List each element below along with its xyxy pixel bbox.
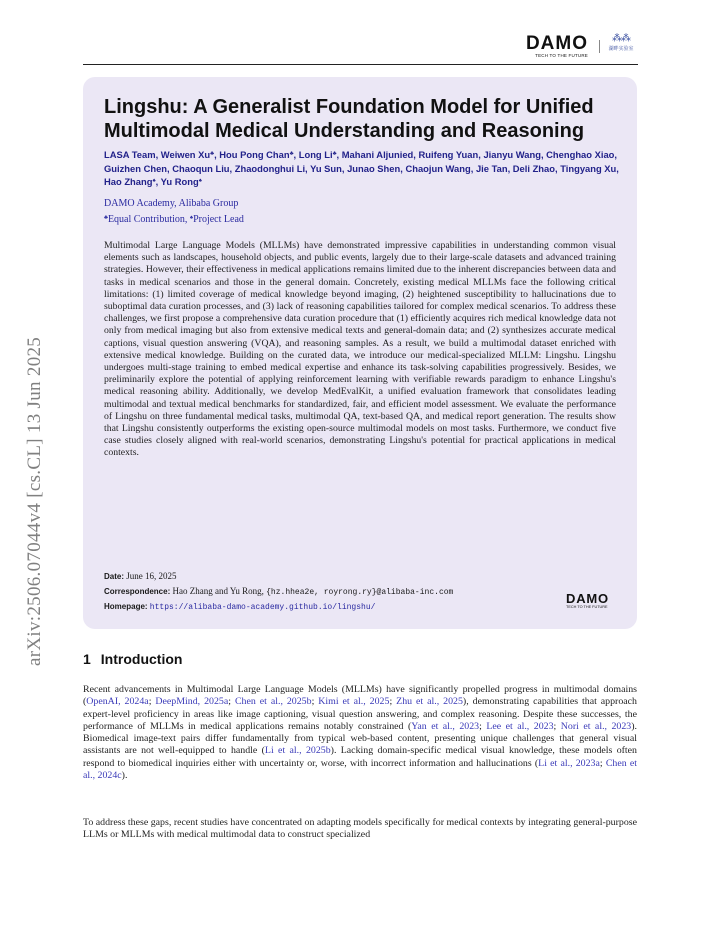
paragraph-text: ; bbox=[599, 757, 606, 769]
homepage-link[interactable]: https://alibaba-damo-academy.github.io/lingshu/ bbox=[149, 603, 376, 612]
citation-link[interactable]: Kimi et al., 2025 bbox=[318, 696, 390, 708]
citation-link[interactable]: OpenAI, 2024a bbox=[86, 696, 149, 708]
paper-title: Lingshu: A Generalist Foundation Model for Unified Multimodal Medical Understanding and Reasoning bbox=[104, 96, 594, 142]
author-name: LASA Team bbox=[104, 149, 156, 160]
author-name: Yu Sun bbox=[310, 162, 342, 174]
citation-link[interactable]: Lee et al., 2023 bbox=[486, 720, 554, 732]
citation-link[interactable]: DeepMind, 2025a bbox=[155, 696, 229, 708]
paragraph-text: ). bbox=[121, 770, 128, 782]
author-name: Jianyu Wang bbox=[483, 149, 541, 160]
paragraph-text: ; bbox=[228, 696, 235, 708]
author-name: Deli Zhao bbox=[512, 162, 555, 174]
author-name: Junao Shen bbox=[347, 162, 401, 174]
lab-logo-text: 湖畔实验室 bbox=[608, 46, 634, 52]
citation-link[interactable]: Nori et al., 2023 bbox=[560, 720, 632, 732]
paragraph-text: ; bbox=[311, 696, 319, 708]
correspondence-line bbox=[104, 584, 453, 600]
author-name: Hao Zhang bbox=[104, 176, 153, 187]
author-mark: ♣ bbox=[289, 151, 294, 157]
date-value: June 16, 2025 bbox=[126, 571, 177, 581]
lab-logo-icon: ⁂⁂ bbox=[612, 33, 630, 44]
abstract-text: Multimodal Large Language Models (MLLMs) have demonstrated impressive capabilities in understanding common visual elements such as landscapes, household objects, and public events, largely due to their large-scale datasets and advanced training strategies. However, their effectiveness in medical applications remains limited due to the inherent discrepancies between data and tasks in medical scenarios and those in the general domain. Concretely, existing medical MLLMs face the following critical limitations: (1) limited coverage of medical knowledge beyond imaging, (2) heightened susceptibility to hallucinations due to suboptimal data curation processes, and (3) lack of reasoning capabilities tailored for complex medical scenarios. To address these challenges, we first propose a comprehensive data curation procedure that (1) efficiently acquires rich medical knowledge data not only from medical imaging but also from extensive medical texts and general-domain data; and (2) synthesizes accurate medical captions, visual question answering (VQA), and reasoning samples. As a result, we build a multimodal dataset enriched with extensive medical knowledge. Building on the curated data, we introduce our medical-specialized MLLM: Lingshu. Lingshu undergoes multi-stage training to embed medical expertise and enhance its task-solving capabilities progressively. Besides, we preliminarily explore the potential of applying reinforcement learning with verifiable rewards paradigm to enhance Lingshu's medical reasoning ability. Additionally, we develop MedEvalKit, a unified evaluation framework that consolidates leading multimodal and textual medical benchmarks for standardized, fair, and efficient model assessment. We evaluate the performance of Lingshu on three fundamental medical tasks, multimodal QA, text-based QA, and medical report generation. The results show that Lingshu consistently outperforms the existing open-source multimodal models on most tasks. Furthermore, we conduct five case studies closely aligned with real-world scenarios, demonstrating Lingshu's potential for practical applications in medical contexts. bbox=[104, 240, 616, 459]
paper-metadata bbox=[104, 569, 453, 615]
author-list: LASA Team, Weiwen Xu♣, Hou Pong Chan♣, Long Li♣, Mahani Aljunied, Ruifeng Yuan, Jianyu Wang, Chenghao Xiao, Guizhen Chen, Chaoqun Liu, Zhaodonghui Li, Yu Sun, Junao Shen, Chaojun Wang, Jie Tan, Deli Zhao, Tingyang Xu, Hao Zhang♠, Yu Rong♠ bbox=[104, 149, 619, 187]
contribution-legend: ♣Equal Contribution, ♠Project Lead bbox=[104, 214, 244, 225]
affiliation-block bbox=[104, 197, 244, 227]
author-mark: ♠ bbox=[198, 178, 202, 184]
correspondence-label: Correspondence: bbox=[104, 587, 171, 596]
author-name: Mahani Aljunied bbox=[341, 149, 414, 160]
paragraph-text: ; bbox=[148, 696, 156, 708]
logo-divider bbox=[599, 40, 600, 53]
author-name: Guizhen Chen bbox=[104, 162, 168, 174]
author-mark: ♣ bbox=[210, 151, 215, 157]
intro-paragraph-2: To address these gaps, recent studies have concentrated on adapting models specifically for medical contexts by integrating general-purpose LLMs or MLLMs with medical multimodal data to construct specialized bbox=[83, 817, 637, 841]
equal-mark: ♣ bbox=[104, 215, 108, 221]
damo-logo bbox=[526, 34, 588, 58]
date-line bbox=[104, 569, 453, 584]
homepage-line bbox=[104, 600, 453, 615]
project-lead-label: Project Lead bbox=[193, 214, 244, 225]
citation-link[interactable]: Yan et al., 2023 bbox=[411, 720, 480, 732]
author-name: Chaoqun Liu bbox=[172, 162, 230, 174]
citation-link[interactable]: Li et al., 2025b bbox=[264, 745, 331, 757]
arxiv-identifier: arXiv:2506.07044v4 [cs.CL] 13 Jun 2025 bbox=[24, 336, 45, 666]
equal-contribution-label: Equal Contribution bbox=[107, 214, 185, 225]
date-label: Date: bbox=[104, 572, 125, 581]
citation-link[interactable]: Li et al., 2023a bbox=[538, 757, 600, 769]
author-name: Chenghao Xiao bbox=[546, 149, 615, 160]
lead-mark: ♠ bbox=[189, 215, 194, 221]
paragraph-text: ; bbox=[389, 696, 397, 708]
section-heading-introduction bbox=[83, 651, 182, 667]
author-name: Yu Rong bbox=[160, 176, 199, 187]
affiliation: DAMO Academy, Alibaba Group bbox=[104, 198, 239, 209]
author-name: Jie Tan bbox=[475, 162, 508, 174]
author-name: Weiwen Xu bbox=[160, 149, 211, 160]
paragraph-text: ; bbox=[553, 720, 561, 732]
damo-footer-logo bbox=[566, 592, 609, 609]
footer-logo-tagline: TECH TO THE FUTURE bbox=[566, 605, 608, 609]
damo-logo-tagline: TECH TO THE FUTURE bbox=[535, 53, 588, 58]
author-name: Long Li bbox=[298, 149, 333, 160]
author-name: Chaojun Wang bbox=[405, 162, 471, 174]
homepage-label: Homepage: bbox=[104, 602, 148, 611]
paragraph-text: ). Biomedical image-text pairs differ fundamentally from typical web-based content, presenting unique challenges that general visual assistants are not well-equipped to handle ( bbox=[83, 720, 637, 757]
intro-paragraph-1 bbox=[83, 684, 637, 782]
paragraph-text: ; bbox=[479, 720, 487, 732]
section-title: Introduction bbox=[100, 651, 183, 667]
author-name: Tingyang Xu bbox=[560, 162, 617, 174]
author-mark: ♠ bbox=[152, 178, 156, 184]
paragraph-text: ). Lacking domain-specific medical visual knowledge, these models often respond to biomedical inquiries either with uncertainty or, worse, with incorrect information and hallucinations ( bbox=[83, 745, 637, 769]
author-name: Ruifeng Yuan bbox=[418, 149, 479, 160]
author-name: Hou Pong Chan bbox=[219, 149, 290, 160]
correspondence-email[interactable]: {hz.hhea2e, royrong.ry}@alibaba-inc.com bbox=[266, 588, 454, 597]
citation-link[interactable]: Chen et al., 2024c bbox=[83, 757, 637, 782]
page-header bbox=[83, 30, 638, 65]
paragraph-text: Recent advancements in Multimodal Large Language Models (MLLMs) have significantly propelled progress in multimodal domains ( bbox=[83, 684, 637, 708]
section-number: 1 bbox=[83, 651, 91, 667]
citation-link[interactable]: Chen et al., 2025b bbox=[234, 696, 312, 708]
footer-logo-word: DAMO bbox=[566, 591, 609, 606]
hupan-lab-logo bbox=[604, 33, 638, 52]
author-name: Zhaodonghui Li bbox=[234, 162, 306, 174]
author-mark: ♣ bbox=[332, 151, 337, 157]
paragraph-text: ), demonstrating capabilities that approach expert-level proficiency in areas like image captioning, visual question answering, and complex reasoning. Despite these successes, the performance of MLLMs in medical applications remains notably constrained ( bbox=[83, 696, 637, 732]
damo-logo-word: DAMO bbox=[525, 33, 588, 54]
correspondence-names: Hao Zhang and Yu Rong, bbox=[172, 586, 264, 596]
citation-link[interactable]: Zhu et al., 2025 bbox=[396, 696, 463, 708]
